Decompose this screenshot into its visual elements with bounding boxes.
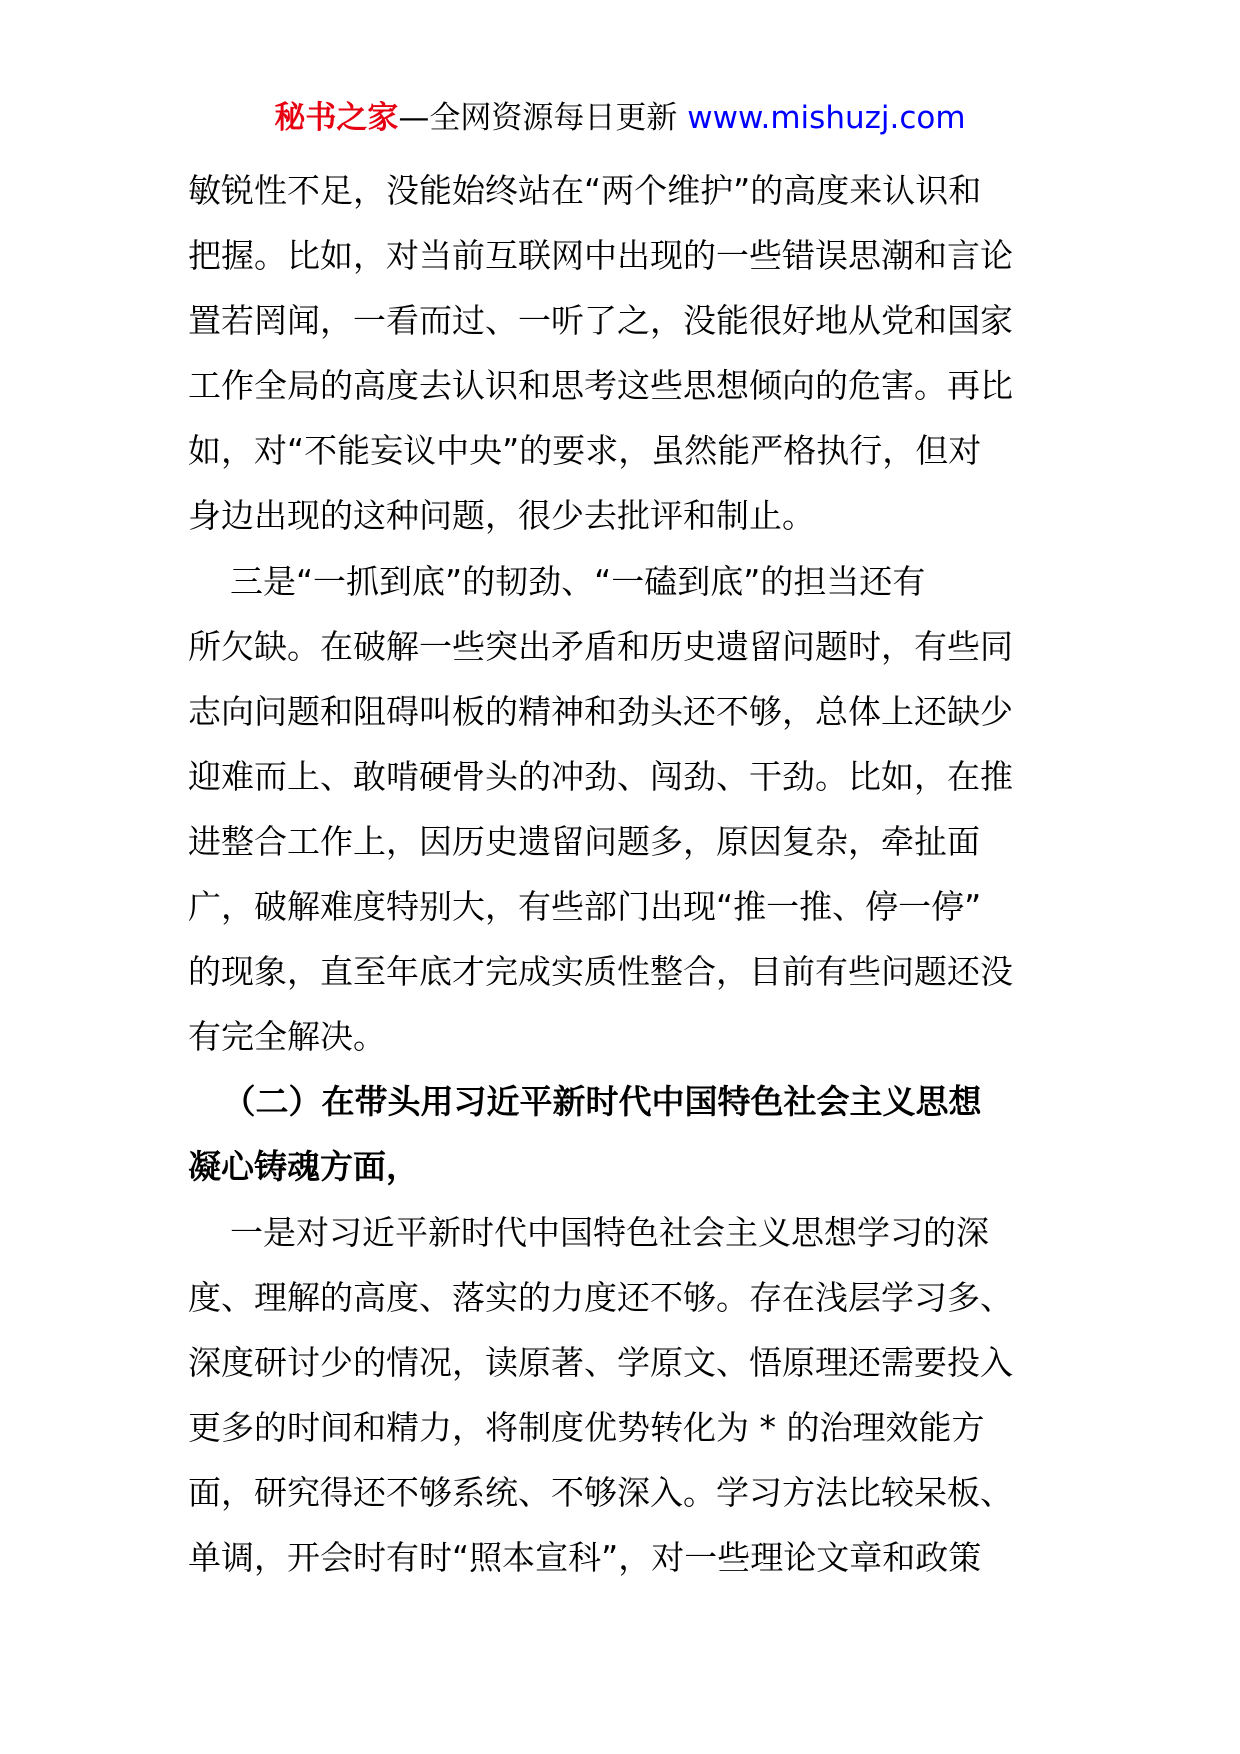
site-header: [0, 96, 1240, 140]
body-text-line: 单调，开会时有时“照本宣科”，对一些理论文章和政策: [188, 1537, 982, 1577]
body-text-line: 把握。比如，对当前互联网中出现的一些错误思潮和言论: [188, 236, 1013, 276]
body-text-line: 三是“一抓到底”的韧劲、“一磕到底”的担当还有: [188, 561, 926, 601]
body-text-line: 的现象，直至年底才完成实质性整合，目前有些问题还没: [188, 952, 1013, 992]
body-text-line: 工作全局的高度去认识和思考这些思想倾向的危害。再比: [188, 366, 1013, 406]
body-text-line: 志向问题和阻碍叫板的精神和劲头还不够，总体上还缺少: [188, 691, 1013, 731]
document-body: [188, 158, 1058, 1590]
body-text-line: 如，对“不能妄议中央”的要求，虽然能严格执行，但对: [188, 431, 982, 471]
body-text-line: 迎难而上、敢啃硬骨头的冲劲、闯劲、干劲。比如，在推: [188, 756, 1013, 796]
section-heading-line: 凝心铸魂方面，: [188, 1147, 419, 1187]
body-text-line: 面，研究得还不够系统、不够深入。学习方法比较呆板、: [188, 1472, 1013, 1512]
site-url-link[interactable]: www.mishuzj.com: [687, 100, 966, 136]
body-text-line: 深度研讨少的情况，读原著、学原文、悟原理还需要投入: [188, 1342, 1013, 1382]
brand-name: 秘书之家: [274, 100, 399, 136]
body-text-line: 广，破解难度特别大，有些部门出现“推一推、停一停”: [188, 887, 982, 927]
body-text-line: 度、理解的高度、落实的力度还不够。存在浅层学习多、: [188, 1277, 1013, 1317]
body-text-line: 更多的时间和精力，将制度优势转化为 * 的治理效能方: [188, 1407, 985, 1447]
body-text-line: 置若罔闻，一看而过、一听了之，没能很好地从党和国家: [188, 301, 1013, 341]
body-text-line: 一是对习近平新时代中国特色社会主义思想学习的深: [188, 1212, 989, 1252]
section-heading-line: （二）在带头用习近平新时代中国特色社会主义思想: [188, 1082, 982, 1122]
body-text-line: 所欠缺。在破解一些突出矛盾和历史遗留问题时，有些同: [188, 626, 1013, 666]
header-tagline: —全网资源每日更新: [398, 100, 688, 136]
body-text-line: 身边出现的这种问题，很少去批评和制止。: [188, 496, 815, 536]
body-text-line: 有完全解决。: [188, 1017, 386, 1057]
body-text-line: 敏锐性不足，没能始终站在“两个维护”的高度来认识和: [188, 171, 982, 210]
body-text-line: 进整合工作上，因历史遗留问题多，原因复杂，牵扯面: [188, 821, 980, 861]
